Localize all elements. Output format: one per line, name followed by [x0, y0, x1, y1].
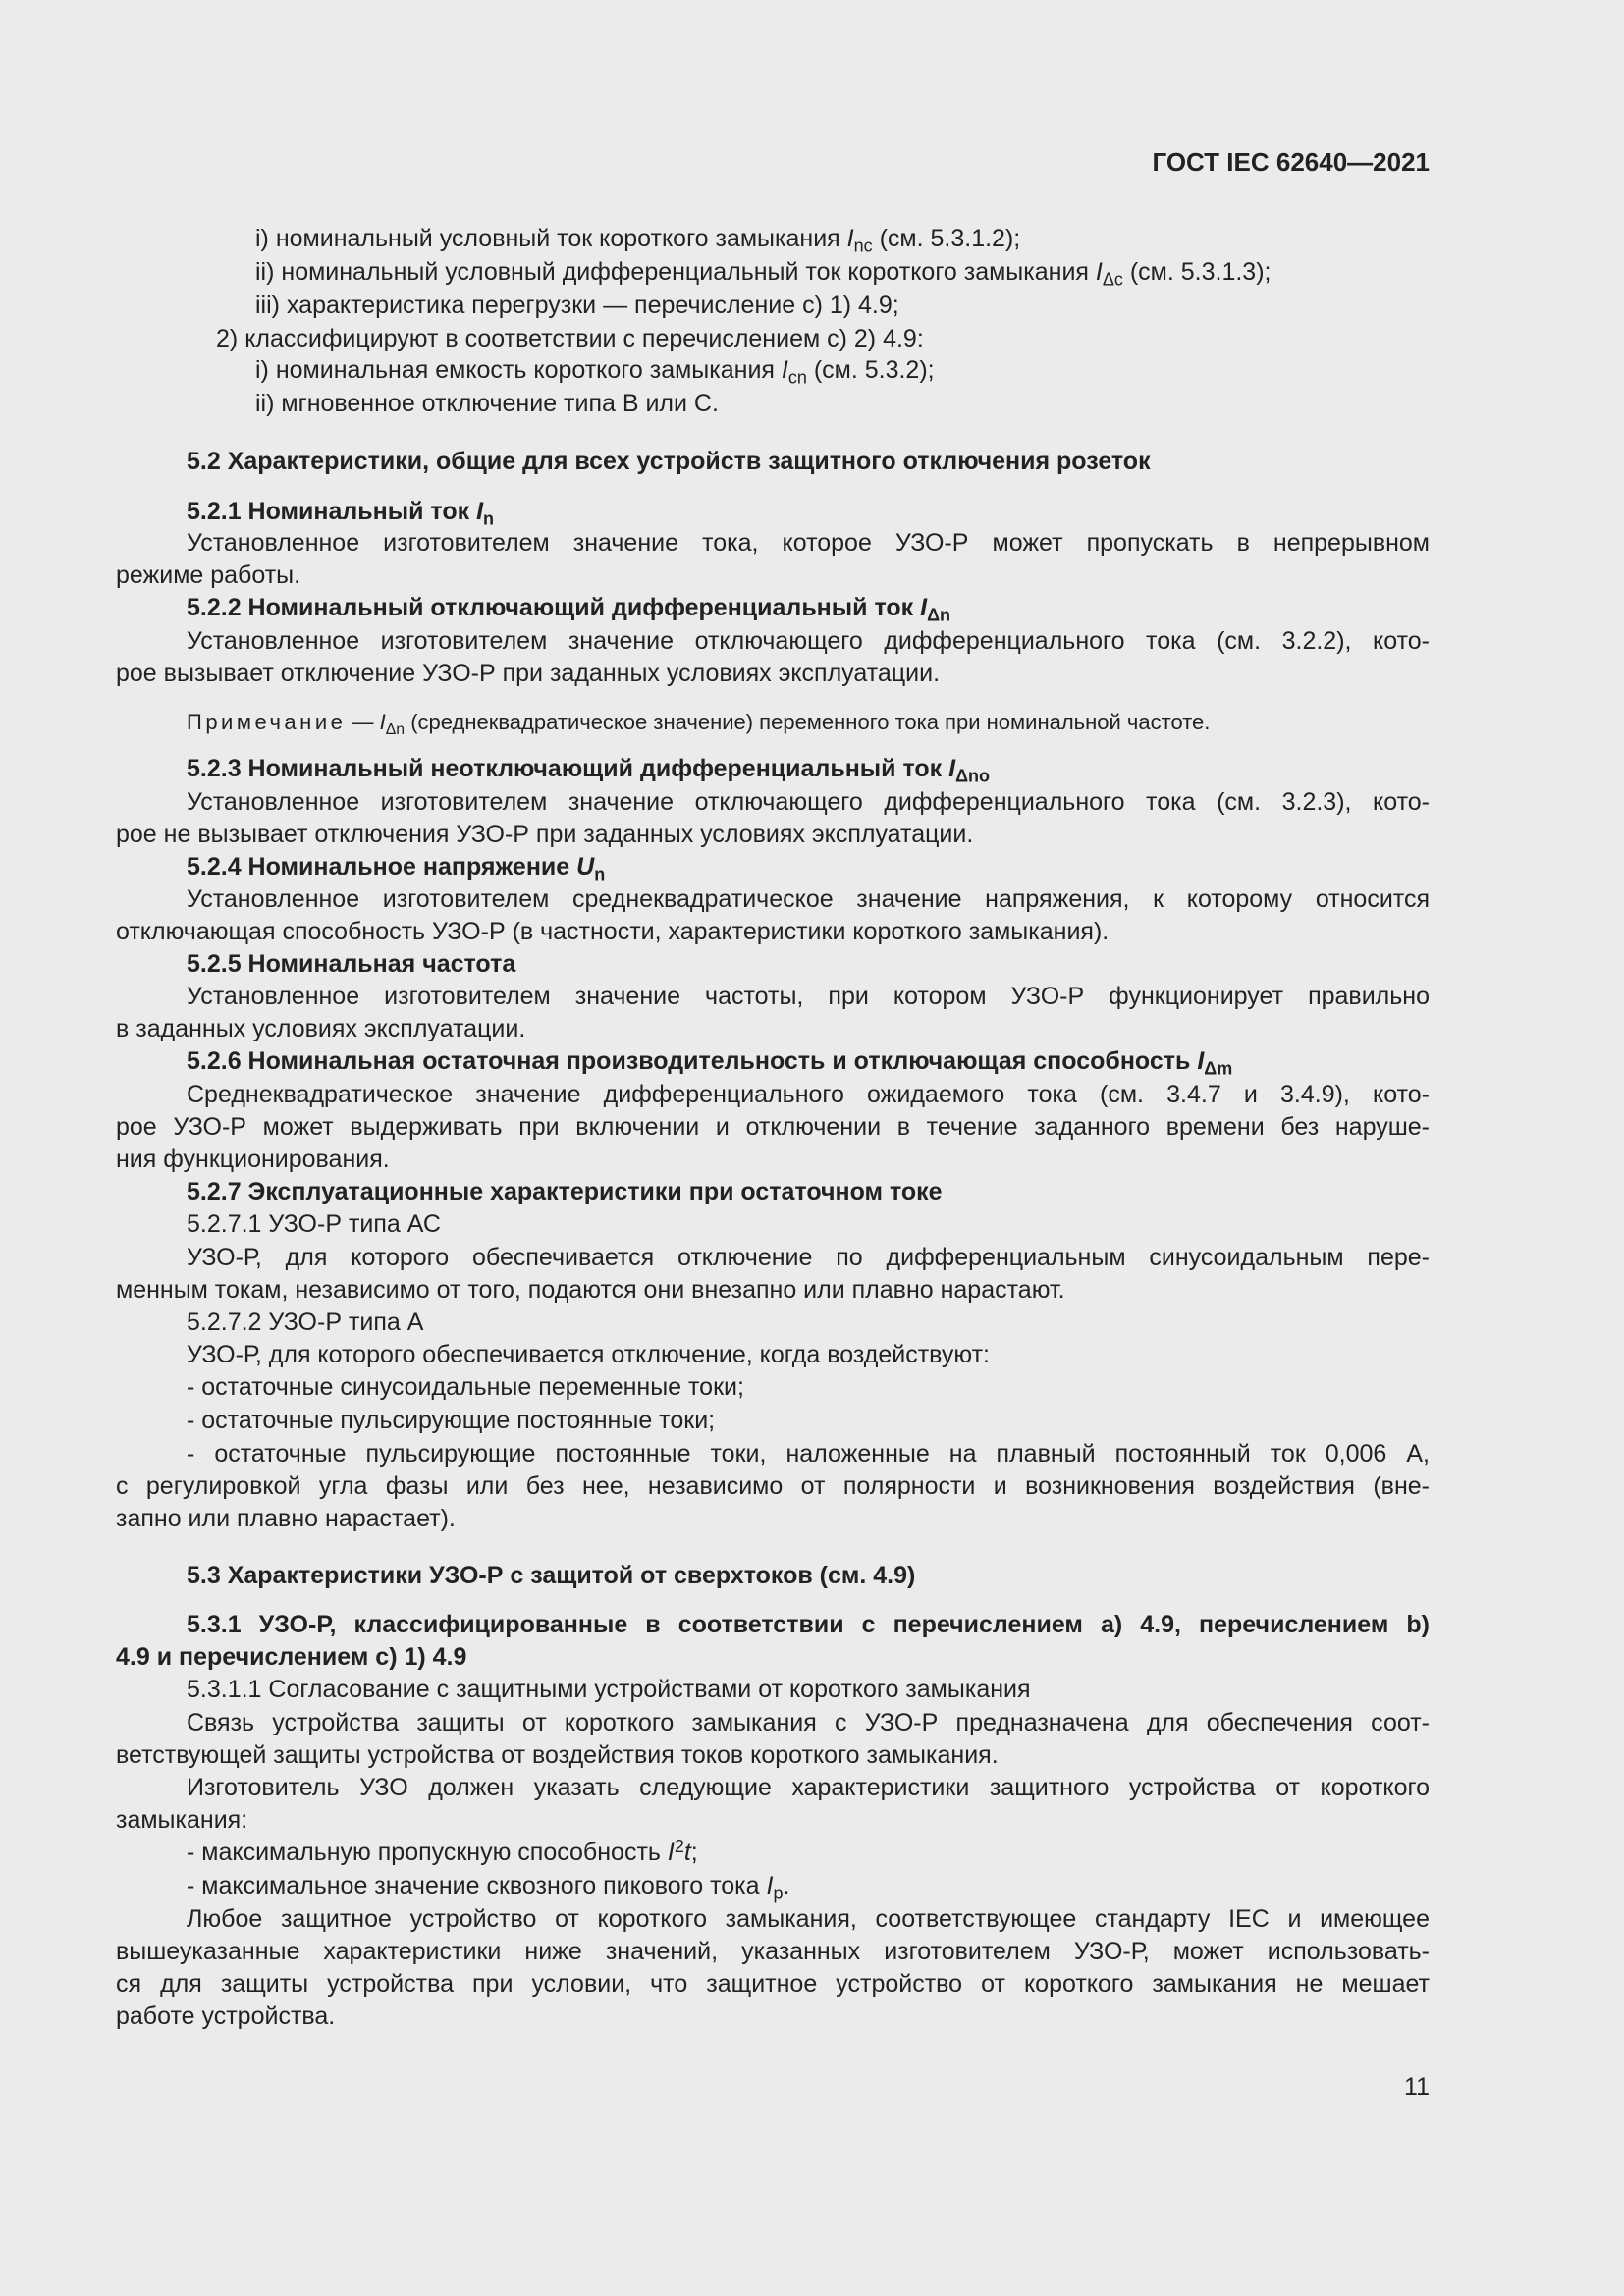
paragraph-line: Связь устройства защиты от короткого замыкания с УЗО-Р предназначена для обеспечения соот-	[187, 1709, 1430, 1736]
list-item: i) номинальный условный ток короткого замыкания $I_{nc}$ (см. 5.3.1.2);	[255, 225, 1021, 256]
paragraph-line: ветствующей защиты устройства от воздействия токов короткого замыкания.	[116, 1741, 999, 1769]
bullet-item: - остаточные синусоидальные переменные токи;	[187, 1373, 744, 1401]
subsection-heading-5-2-3: 5.2.3 Номинальный неотключающий дифференциальный ток $I_{\Delta no}$	[187, 755, 990, 786]
paragraph-line: в заданных условиях эксплуатации.	[116, 1015, 526, 1042]
subsection-heading-5-2-5: 5.2.5 Номинальная частота	[187, 950, 516, 978]
paragraph-line: УЗО-Р, для которого обеспечивается отключение по дифференциальным синусоидальным пере-	[187, 1244, 1430, 1271]
paragraph-line: вышеуказанные характеристики ниже значений, указанных изготовителем УЗО-Р, может использовать-	[116, 1938, 1430, 1965]
paragraph-line: отключающая способность УЗО-Р (в частности, характеристики короткого замыкания).	[116, 918, 1110, 945]
paragraph-line: менным токам, независимо от того, подаются они внезапно или плавно нарастают.	[116, 1276, 1065, 1304]
subsection-heading-5-2-7-2: 5.2.7.2 УЗО-Р типа А	[187, 1308, 424, 1336]
paragraph-line: ся для защиты устройства при условии, что защитное устройство от короткого замыкания не мешает	[116, 1970, 1430, 1998]
paragraph-line: запно или плавно нарастает).	[116, 1505, 456, 1532]
paragraph-line: Изготовитель УЗО должен указать следующие характеристики защитного устройства от короткого	[187, 1774, 1430, 1801]
subsection-heading-5-3-1: 5.3.1 УЗО-Р, классифицированные в соответствии с перечислением а) 4.9, перечислением b)	[187, 1611, 1430, 1638]
paragraph-line: рое вызывает отключение УЗО-Р при заданных условиях эксплуатации.	[116, 660, 941, 687]
subsection-heading-5-2-1: 5.2.1 Номинальный ток $I_n$	[187, 498, 495, 529]
note: Примечание — $I_{\Delta n}$ (среднеквадратическое значение) переменного тока при номинальной частоте.	[187, 710, 1211, 738]
paragraph-line: Установленное изготовителем значение отключающего дифференциального тока (см. 3.2.2), кото-	[187, 627, 1430, 655]
paragraph-line: замыкания:	[116, 1806, 248, 1834]
list-item: iii) характеристика перегрузки — перечисление с) 1) 4.9;	[255, 292, 899, 319]
subsection-heading-5-2-7: 5.2.7 Эксплуатационные характеристики при остаточном токе	[187, 1178, 943, 1205]
section-heading-5-3: 5.3 Характеристики УЗО-Р с защитой от сверхтоков (см. 4.9)	[187, 1562, 916, 1589]
bullet-item: - остаточные пульсирующие постоянные токи;	[187, 1407, 716, 1434]
list-item: i) номинальная емкость короткого замыкания $I_{cn}$ (см. 5.3.2);	[255, 356, 935, 388]
page-number: 11	[1404, 2073, 1430, 2101]
subsection-heading-5-2-6: 5.2.6 Номинальная остаточная производительность и отключающая способность $I_{\Delta m}$	[187, 1047, 1233, 1079]
paragraph-line: ния функционирования.	[116, 1146, 390, 1173]
paragraph-line: Установленное изготовителем значение тока, которое УЗО-Р может пропускать в непрерывном	[187, 529, 1430, 557]
list-item: ii) номинальный условный дифференциальный ток короткого замыкания $I_{\Delta c}$ (см. 5.3.1.3);	[255, 258, 1272, 290]
bullet-item: - максимальное значение сквозного пикового тока $I_p$.	[187, 1872, 790, 1903]
subsection-heading-5-3-1-1: 5.3.1.1 Согласование с защитными устройствами от короткого замыкания	[187, 1676, 1031, 1703]
list-item: 2) классифицируют в соответствии с перечислением с) 2) 4.9:	[216, 325, 924, 352]
paragraph-line: с регулировкой угла фазы или без нее, независимо от полярности и возникновения воздействия (вне-	[116, 1472, 1430, 1500]
paragraph-line: Установленное изготовителем значение частоты, при котором УЗО-Р функционирует правильно	[187, 983, 1430, 1010]
paragraph-line: Установленное изготовителем среднеквадратическое значение напряжения, к которому относится	[187, 885, 1430, 913]
subsection-heading-5-2-7-1: 5.2.7.1 УЗО-Р типа АС	[187, 1210, 441, 1238]
paragraph-line: режиме работы.	[116, 561, 301, 589]
paragraph-line: УЗО-Р, для которого обеспечивается отключение, когда воздействуют:	[187, 1341, 991, 1368]
standard-header: ГОСТ IEC 62640—2021	[1152, 147, 1430, 177]
subsection-heading-5-3-1: 4.9 и перечислением с) 1) 4.9	[116, 1643, 467, 1671]
subsection-heading-5-2-4: 5.2.4 Номинальное напряжение $U_n$	[187, 853, 606, 884]
paragraph-line: Любое защитное устройство от короткого замыкания, соответствующее стандарту IEC и имеющее	[187, 1905, 1430, 1933]
paragraph-line: Установленное изготовителем значение отключающего дифференциального тока (см. 3.2.3), кото-	[187, 788, 1430, 816]
paragraph-line: Среднеквадратическое значение дифференциального ожидаемого тока (см. 3.4.7 и 3.4.9), кото-	[187, 1081, 1430, 1108]
bullet-item: - остаточные пульсирующие постоянные токи, наложенные на плавный постоянный ток 0,006 А,	[187, 1440, 1430, 1468]
subsection-heading-5-2-2: 5.2.2 Номинальный отключающий дифференциальный ток $I_{\Delta n}$	[187, 594, 950, 625]
paragraph-line: работе устройства.	[116, 2002, 336, 2030]
bullet-item: - максимальную пропускную способность $I^2t$;	[187, 1836, 698, 1866]
section-heading-5-2: 5.2 Характеристики, общие для всех устройств защитного отключения розеток	[187, 448, 1151, 475]
paragraph-line: рое УЗО-Р может выдерживать при включении и отключении в течение заданного времени без наруше-	[116, 1113, 1430, 1141]
paragraph-line: рое не вызывает отключения УЗО-Р при заданных условиях эксплуатации.	[116, 821, 974, 848]
list-item: ii) мгновенное отключение типа В или С.	[255, 390, 719, 417]
